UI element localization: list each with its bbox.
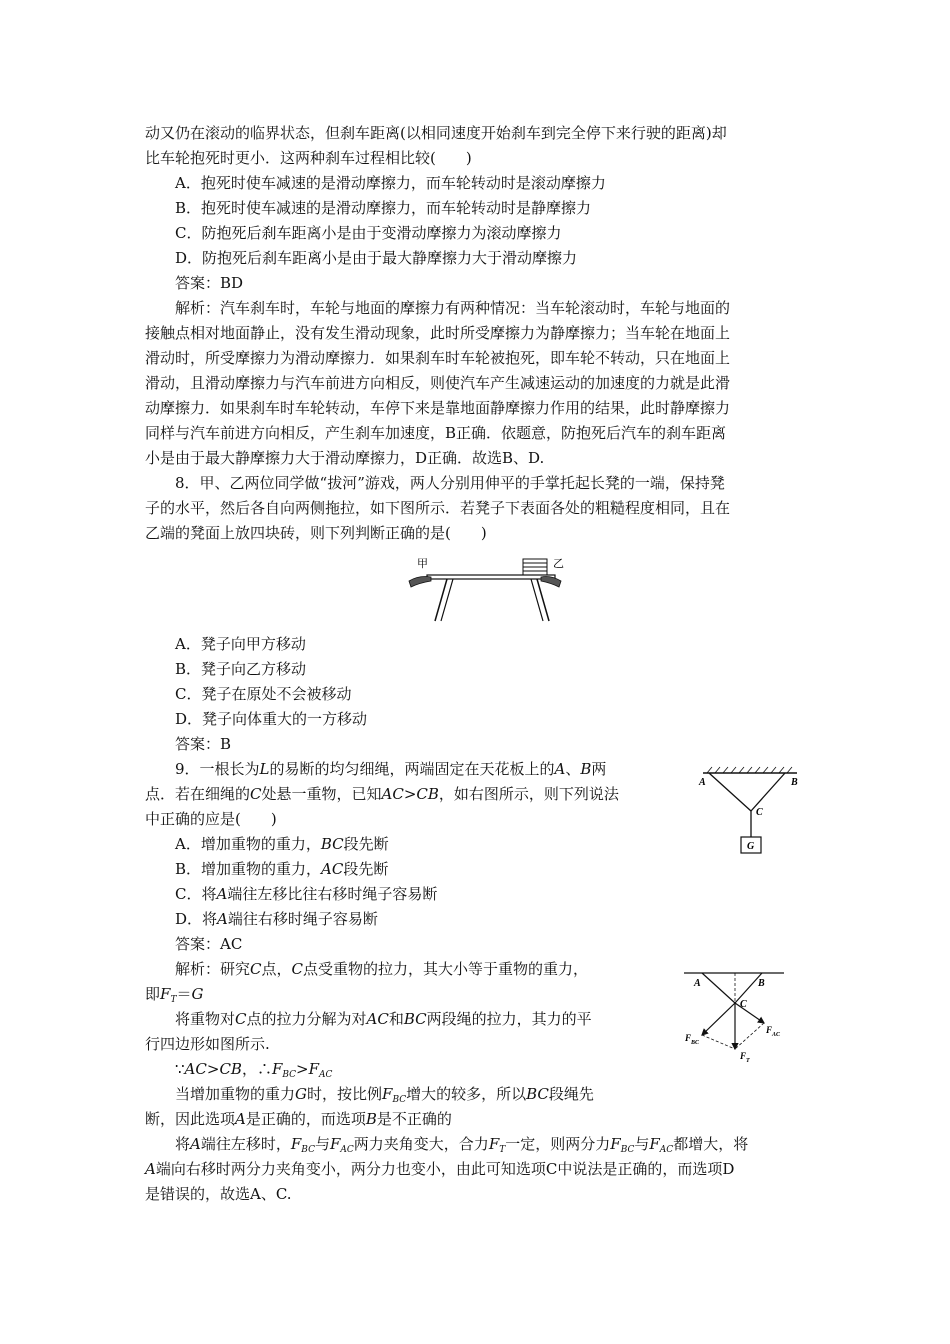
q7-explanation-line2: 接触点相对地面静止，没有发生滑动现象，此时所受摩擦力为静摩擦力；当车轮在地面上	[145, 324, 731, 342]
q7-answer: 答案：BD	[175, 274, 244, 292]
q9-option-d: D．将A端往右移时绳子容易断	[175, 910, 378, 928]
q9-explanation-line8: 将A端往左移时，$F_{BC}$与$F_{AC}$两力夹角变大，合力$F_T$一定，则两分力$F_{BC}$与$F_{AC}$都增大，将	[175, 1135, 749, 1155]
bench-top	[427, 575, 555, 579]
q7-explanation-line6: 同样与汽车前进方向相反，产生刹车加速度，B正确．依题意，防抱死后汽车的刹车距离	[145, 424, 727, 442]
svg-text:A: A	[699, 777, 706, 788]
q8-option-c: C．凳子在原处不会被移动	[175, 685, 352, 703]
q9-explanation-line2: 即$F_T=G$	[145, 985, 204, 1005]
hand-right-icon	[541, 577, 561, 588]
q7-explanation-line1: 解析：汽车刹车时，车轮与地面的摩擦力有两种情况：当车轮滚动时，车轮与地面的	[175, 299, 731, 317]
bricks	[523, 559, 547, 575]
svg-text:B: B	[791, 777, 798, 788]
svg-text:FBC: $F_{BC}$	[685, 1033, 700, 1046]
q8-stem-line2: 子的水平，然后各自向两侧拖拉，如下图所示．若凳子下表面各处的粗糙程度相同，且在	[145, 499, 731, 517]
figure-label-yi: 乙	[553, 558, 564, 570]
q8-stem-line3: 乙端的凳面上放四块砖，则下列判断正确的是( )	[145, 524, 487, 542]
svg-text:B: B	[758, 978, 765, 989]
q9-explanation-line1: 解析：研究C点，C点受重物的拉力，其大小等于重物的重力，	[175, 960, 589, 978]
q7-stem-line1: 动又仍在滚动的临界状态，但刹车距离(以相同速度开始刹车到完全停下来行驶的距离)却	[145, 124, 727, 142]
rope-figure	[695, 765, 805, 860]
svg-text:A: A	[694, 978, 701, 989]
q9-explanation-line3: 将重物对C点的拉力分解为对AC和BC两段绳的拉力，其力的平	[175, 1010, 592, 1028]
q7-option-b: B．抱死时使车减速的是滑动摩擦力，而车轮转动时是静摩擦力	[175, 199, 592, 217]
q7-stem-line2: 比车轮抱死时更小．这两种刹车过程相比较( )	[145, 149, 472, 167]
svg-text:FAC: $F_{AC}$	[766, 1025, 781, 1038]
q7-explanation-line7: 小是由于最大静摩擦力大于滑动摩擦力，D正确．故选B、D.	[145, 449, 545, 467]
q9-explanation-line10: 是错误的，故选A、C.	[145, 1185, 292, 1203]
svg-text:G: G	[747, 841, 755, 852]
q8-stem-line1: 8．甲、乙两位同学做“拔河”游戏，两人分别用伸平的手掌托起长凳的一端，保持凳	[175, 474, 725, 492]
q8-option-b: B．凳子向乙方移动	[175, 660, 307, 678]
q9-option-a: A．增加重物的重力，BC段先断	[175, 835, 389, 853]
force-diagram	[680, 965, 790, 1065]
svg-text:C: C	[756, 807, 763, 818]
q9-explanation-line7: 断，因此选项A是正确的，而选项B是不正确的	[145, 1110, 452, 1128]
q9-stem-line3: 中正确的应是( )	[145, 810, 277, 828]
q9-explanation-line4: 行四边形如图所示.	[145, 1035, 270, 1053]
q8-option-a: A．凳子向甲方移动	[175, 635, 306, 653]
svg-text:FT: $F_T$	[740, 1051, 750, 1064]
q9-answer: 答案：AC	[175, 935, 243, 953]
q8-option-d: D．凳子向体重大的一方移动	[175, 710, 368, 728]
q9-stem-line2: 点．若在细绳的C处悬一重物，已知AC>CB，如右图所示，则下列说法	[145, 785, 619, 803]
q9-option-c: C．将A端往左移比往右移时绳子容易断	[175, 885, 438, 903]
q9-explanation-line5: ∵AC>CB，$\therefore F_{BC}>F_{AC}$	[175, 1060, 333, 1080]
svg-text:C: C	[740, 999, 747, 1010]
q7-option-c: C．防抱死后刹车距离小是由于变滑动摩擦力为滚动摩擦力	[175, 224, 562, 242]
bench-figure	[405, 555, 565, 625]
q9-stem-line1: 9．一根长为L的易断的均匀细绳，两端固定在天花板上的A、B两	[175, 760, 607, 778]
q8-answer: 答案：B	[175, 735, 232, 753]
q7-explanation-line5: 动摩擦力．如果刹车时车轮转动，车停下来是靠地面静摩擦力作用的结果，此时静摩擦力	[145, 399, 731, 417]
q7-option-d: D．防抱死后刹车距离小是由于最大静摩擦力大于滑动摩擦力	[175, 249, 578, 267]
q9-explanation-line6: 当增加重物的重力G时，按比例$F_{BC}$增大的较多，所以BC段绳先	[175, 1085, 594, 1105]
q9-explanation-line9: A端向右移时两分力夹角变小，两分力也变小，由此可知选项C中说法是正确的，而选项D	[145, 1160, 735, 1178]
figure-label-jia: 甲	[417, 558, 428, 570]
q7-explanation-line3: 滑动时，所受摩擦力为滑动摩擦力．如果刹车时车轮被抱死，即车轮不转动，只在地面上	[145, 349, 731, 367]
q7-explanation-line4: 滑动，且滑动摩擦力与汽车前进方向相反，则使汽车产生减速运动的加速度的力就是此滑	[145, 374, 731, 392]
hand-left-icon	[409, 577, 431, 588]
q7-option-a: A．抱死时使车减速的是滑动摩擦力，而车轮转动时是滚动摩擦力	[175, 174, 606, 192]
q9-option-b: B．增加重物的重力，AC段先断	[175, 860, 389, 878]
